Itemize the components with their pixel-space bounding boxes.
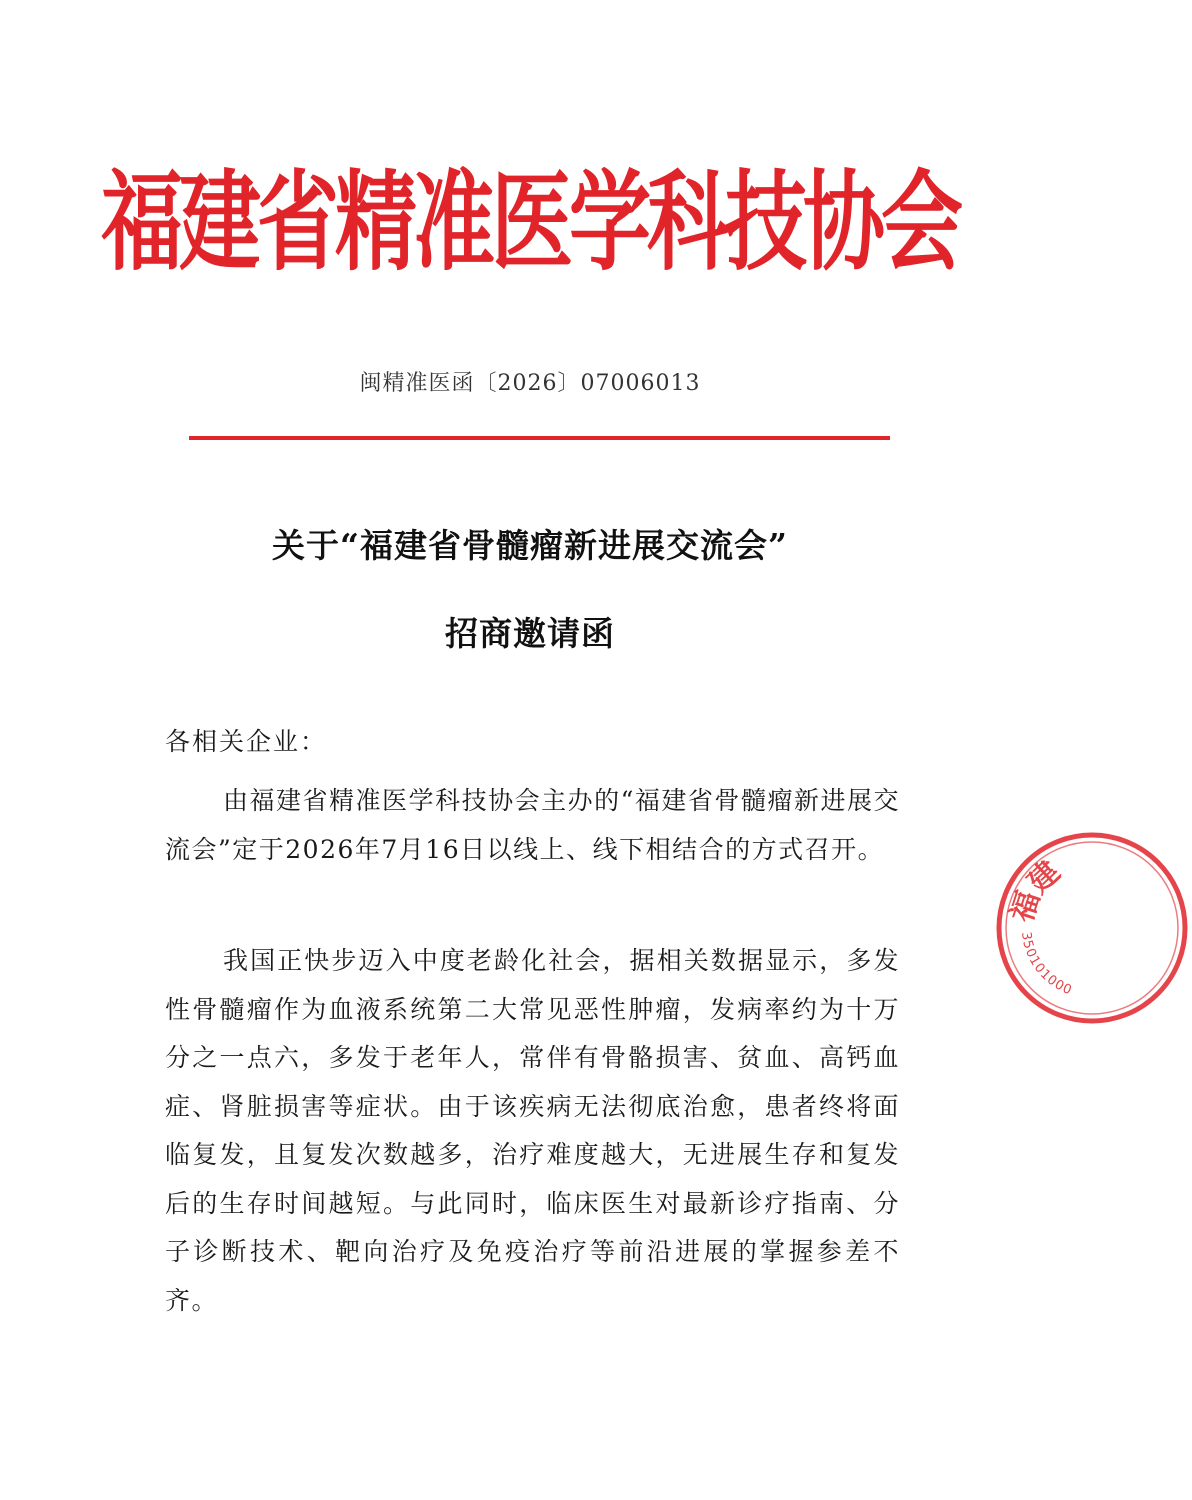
document-title-line-1: 关于“福建省骨髓瘤新进展交流会” [272,526,788,565]
svg-text:福建 [1005,854,1068,926]
seal-text: 福建 [1004,854,1068,927]
organization-masthead: 福建省精准医学科技协会 [100,160,959,287]
official-seal-stamp [992,828,1192,1028]
body-paragraph-2: 我国正快步迈入中度老龄化社会，据相关数据显示，多发性骨髓瘤作为血液系统第二大常见恶性肿瘤，发病率约为十万分之一点六，多发于老年人，常伴有骨骼损害、贫血、高钙血症、肾脏损害等症状。由于该疾病无法彻底治愈，患者终将面临复发，且复发次数越多，治疗难度越大，无进展生存和复发后的生存时间越短。与此同时，临床医生对最新诊疗指南、分子诊断技术、靶向治疗及免疫治疗等前沿进展的掌握参差不齐。 [165,946,900,1315]
red-divider-rule [189,436,890,440]
document-number: 闽精准医函〔2026〕07006013 [359,371,701,396]
document-title-line-2: 招商邀请函 [445,614,615,653]
salutation: 各相关企业： [165,727,328,756]
body-paragraph-1: 由福建省精准医学科技协会主办的“福建省骨髓瘤新进展交流会”定于2026年7月16日以线上、线下相结合的方式召开。 [165,786,900,864]
svg-text:350101000 [1018,931,1074,999]
seal-code: 350101000 [1018,930,1075,999]
